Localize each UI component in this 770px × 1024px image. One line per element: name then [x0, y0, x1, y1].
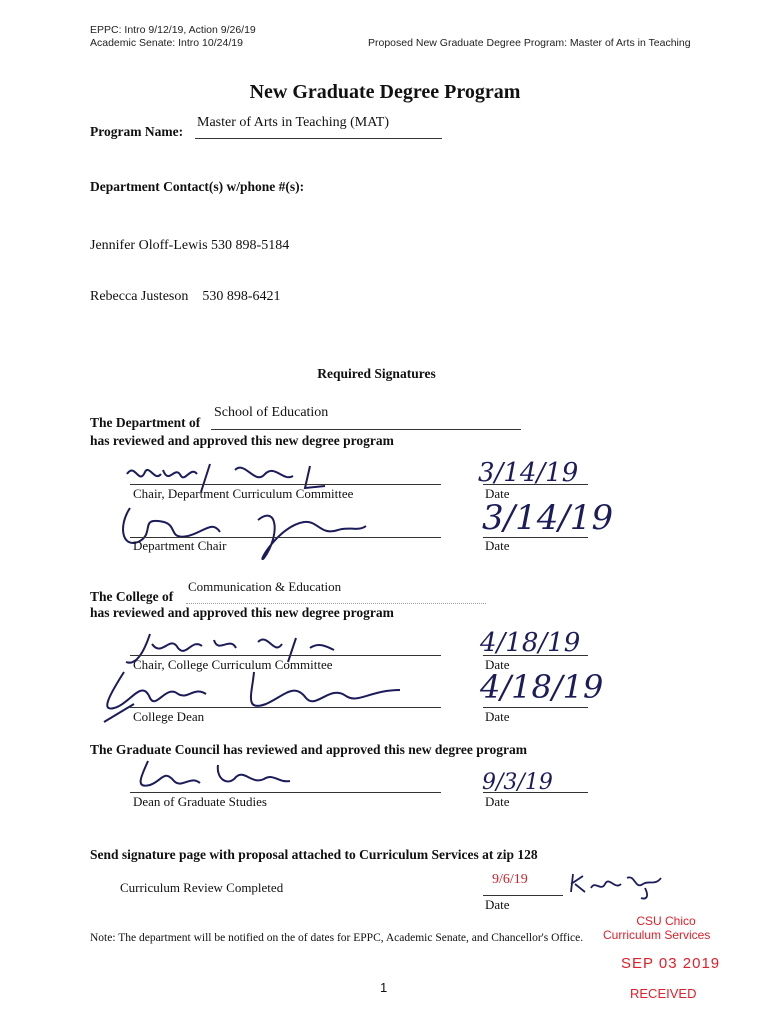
contact-1: Jennifer Oloff-Lewis 530 898-5184	[90, 238, 290, 253]
header-left	[90, 24, 256, 50]
department-prefix: The Department of	[90, 415, 201, 430]
dept-sig2-date-handwritten: 3/14/19	[482, 498, 614, 538]
program-name-value: Master of Arts in Teaching (MAT)	[197, 115, 390, 130]
program-name-label: Program Name:	[90, 124, 184, 139]
send-instruction: Send signature page with proposal attached to Curriculum Services at zip 128	[90, 847, 538, 862]
header-line-2: Academic Senate: Intro 10/24/19	[90, 37, 243, 49]
curriculum-review-date: 9/6/19	[492, 872, 528, 887]
college-sig1-label: Chair, College Curriculum Committee	[133, 657, 333, 672]
college-line	[186, 603, 486, 604]
dept-sig2-date-label: Date	[485, 538, 510, 553]
contacts-list	[90, 203, 289, 322]
college-prefix: The College of	[90, 589, 174, 604]
signature-curriculum-initials	[565, 866, 665, 902]
college-sig1-date-handwritten: 4/18/19	[480, 628, 581, 658]
stamp-line-2: Curriculum Services	[603, 928, 711, 942]
stamp-date: SEP 03 2019	[621, 955, 721, 972]
curriculum-date-line	[483, 895, 563, 896]
page-number: 1	[380, 980, 388, 995]
college-statement: has reviewed and approved this new degree program	[90, 605, 394, 620]
graduate-sig-date-handwritten: 9/3/19	[482, 770, 553, 795]
header-right: Proposed New Graduate Degree Program: Master of Arts in Teaching	[368, 37, 691, 49]
header-line-1: EPPC: Intro 9/12/19, Action 9/26/19	[90, 24, 256, 36]
stamp-received: RECEIVED	[630, 986, 697, 1001]
note: Note: The department will be notified on the of dates for EPPC, Academic Senate, and Chancellor's Office.	[90, 932, 584, 944]
dept-sig1-label: Chair, Department Curriculum Committee	[133, 486, 354, 501]
college-sig2-label: College Dean	[133, 709, 205, 724]
college-sig1-date-label: Date	[485, 657, 510, 672]
college-value: Communication & Education	[188, 579, 342, 594]
dept-sig1-date-line	[483, 484, 588, 485]
curriculum-date-label: Date	[485, 897, 510, 912]
dept-sig1-date-label: Date	[485, 486, 510, 501]
college-sig2-date-label: Date	[485, 709, 510, 724]
signature-graduate-dean	[128, 755, 308, 795]
department-line	[211, 429, 521, 430]
department-value: School of Education	[214, 405, 329, 420]
dept-sig1-date-handwritten: 3/14/19	[478, 458, 579, 488]
college-sig2-date-handwritten: 4/18/19	[480, 668, 604, 706]
graduate-sig-line	[130, 792, 441, 793]
page-title: New Graduate Degree Program	[249, 81, 521, 103]
signature-dept-chair	[108, 496, 408, 568]
college-sig1-line	[130, 655, 441, 656]
contact-2: Rebecca Justeson 530 898-6421	[90, 289, 281, 304]
dept-sig2-label: Department Chair	[133, 538, 227, 553]
graduate-statement: The Graduate Council has reviewed and approved this new degree program	[90, 742, 528, 757]
college-sig2-date-line	[483, 707, 588, 708]
program-name-line	[195, 138, 442, 139]
required-signatures-heading: Required Signatures	[317, 366, 436, 381]
department-statement: has reviewed and approved this new degree program	[90, 433, 394, 448]
contacts-label: Department Contact(s) w/phone #(s):	[90, 179, 305, 194]
stamp-line-1: CSU Chico	[636, 914, 696, 928]
college-sig1-date-line	[483, 655, 588, 656]
dept-sig1-line	[130, 484, 441, 485]
college-sig2-line	[130, 707, 441, 708]
curriculum-review-label: Curriculum Review Completed	[120, 880, 284, 895]
graduate-sig-date-line	[483, 792, 588, 793]
graduate-sig-label: Dean of Graduate Studies	[133, 794, 267, 809]
graduate-sig-date-label: Date	[485, 794, 510, 809]
